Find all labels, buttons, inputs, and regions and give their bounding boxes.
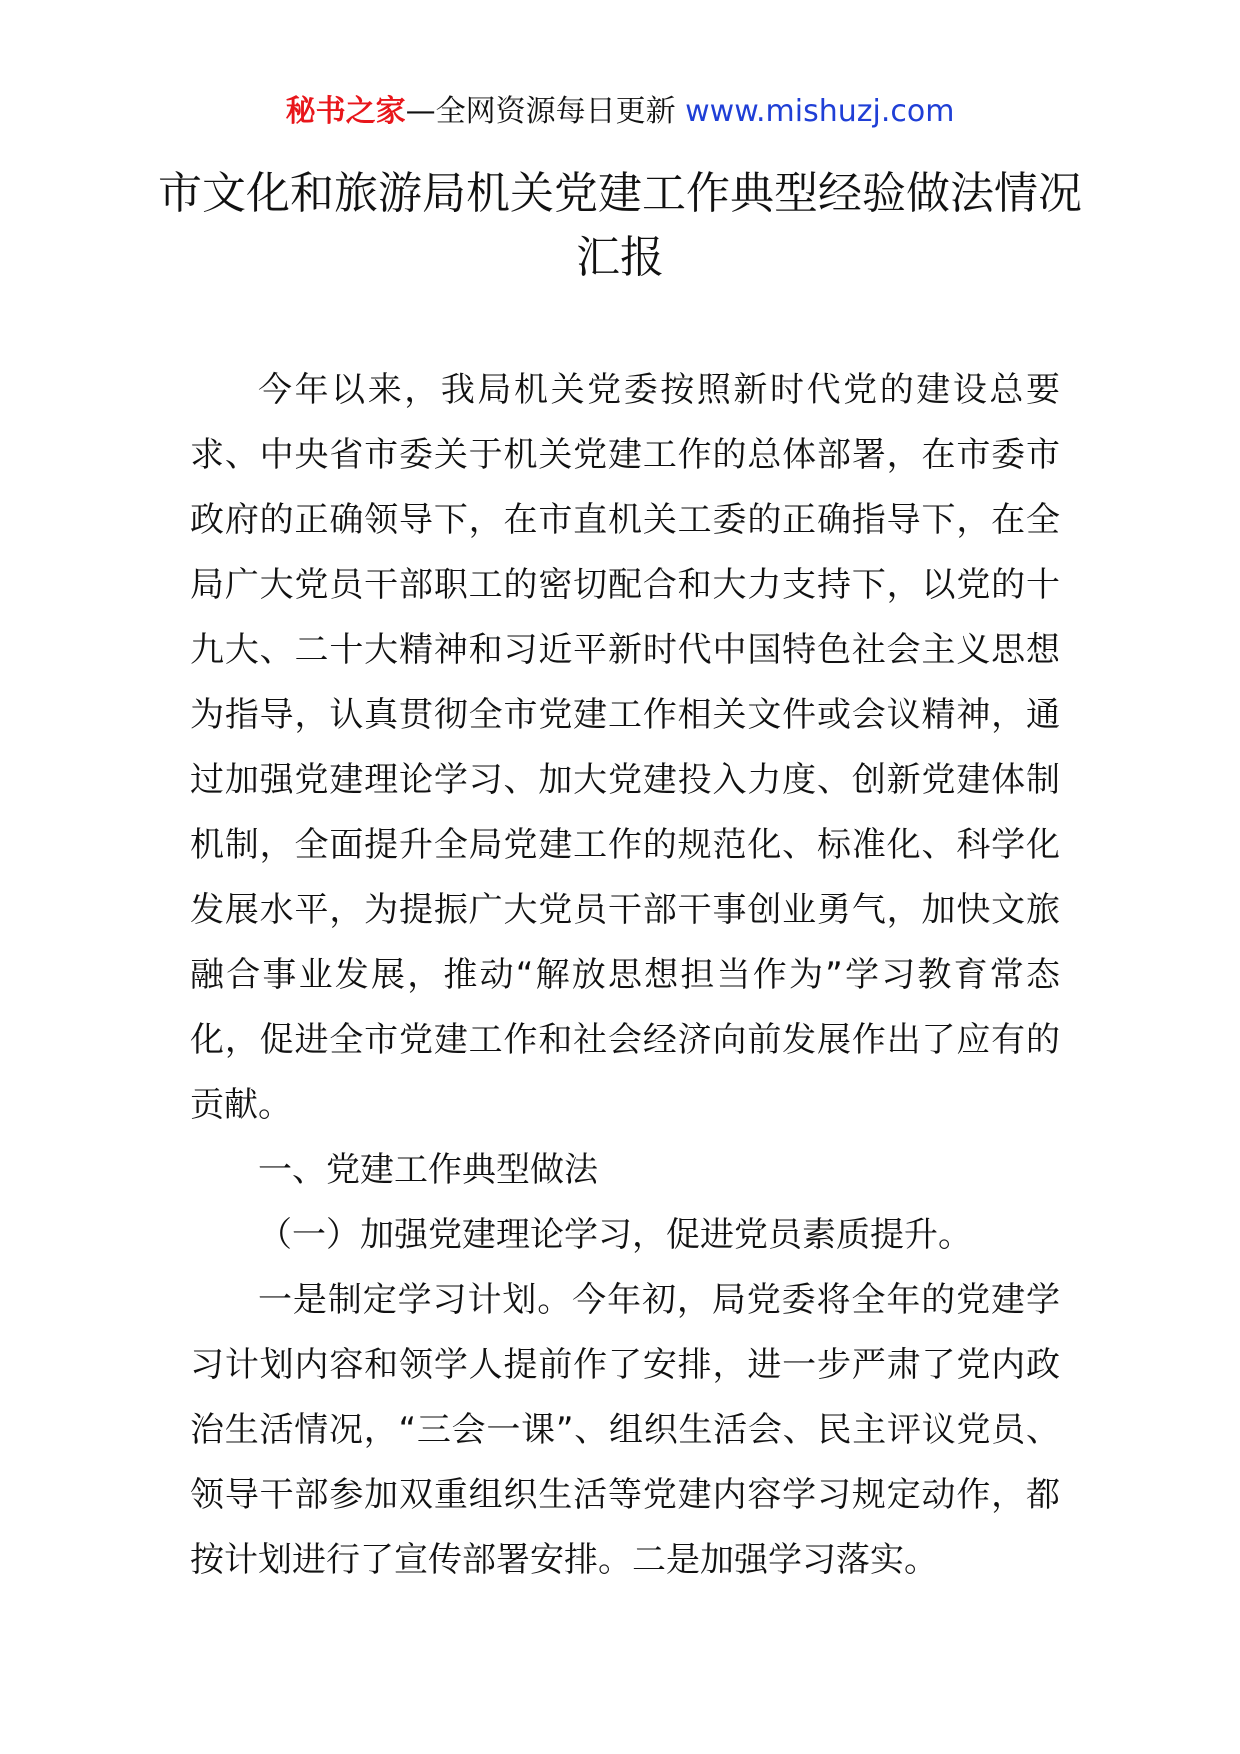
body-paragraph: 一是制定学习计划。今年初，局党委将全年的党建学习计划内容和领学人提前作了安排，进一步严肃了党内政治生活情况，“三会一课”、组织生活会、民主评议党员、领导干部参加双重组织生活等党建内容学习规定动作，都按计划进行了宣传部署安排。二是加强学习落实。 bbox=[190, 1280, 1060, 1580]
document-title: 市文化和旅游局机关党建工作典型经验做法情况汇报 bbox=[158, 168, 1082, 283]
header-tagline: —全网资源每日更新 bbox=[405, 94, 676, 129]
site-url[interactable]: www.mishuzj.com bbox=[685, 94, 955, 129]
section-heading: 一、党建工作典型做法 bbox=[258, 1150, 598, 1190]
brand-name: 秘书之家 bbox=[285, 94, 406, 129]
subsection-heading: （一）加强党建理论学习，促进党员素质提升。 bbox=[258, 1215, 972, 1255]
document-body bbox=[190, 358, 1060, 1593]
intro-paragraph: 今年以来，我局机关党委按照新时代党的建设总要求、中央省市委关于机关党建工作的总体部署，在市委市政府的正确领导下，在市直机关工委的正确指导下，在全局广大党员干部职工的密切配合和大力支持下，以党的十九大、二十大精神和习近平新时代中国特色社会主义思想为指导，认真贯彻全市党建工作相关文件或会议精神，通过加强党建理论学习、加大党建投入力度、创新党建体制机制，全面提升全局党建工作的规范化、标准化、科学化发展水平，为提振广大党员干部干事创业勇气，加快文旅融合事业发展，推动“解放思想担当作为”学习教育常态化，促进全市党建工作和社会经济向前发展作出了应有的贡献。 bbox=[190, 370, 1060, 1125]
watermark-header bbox=[0, 92, 1240, 132]
